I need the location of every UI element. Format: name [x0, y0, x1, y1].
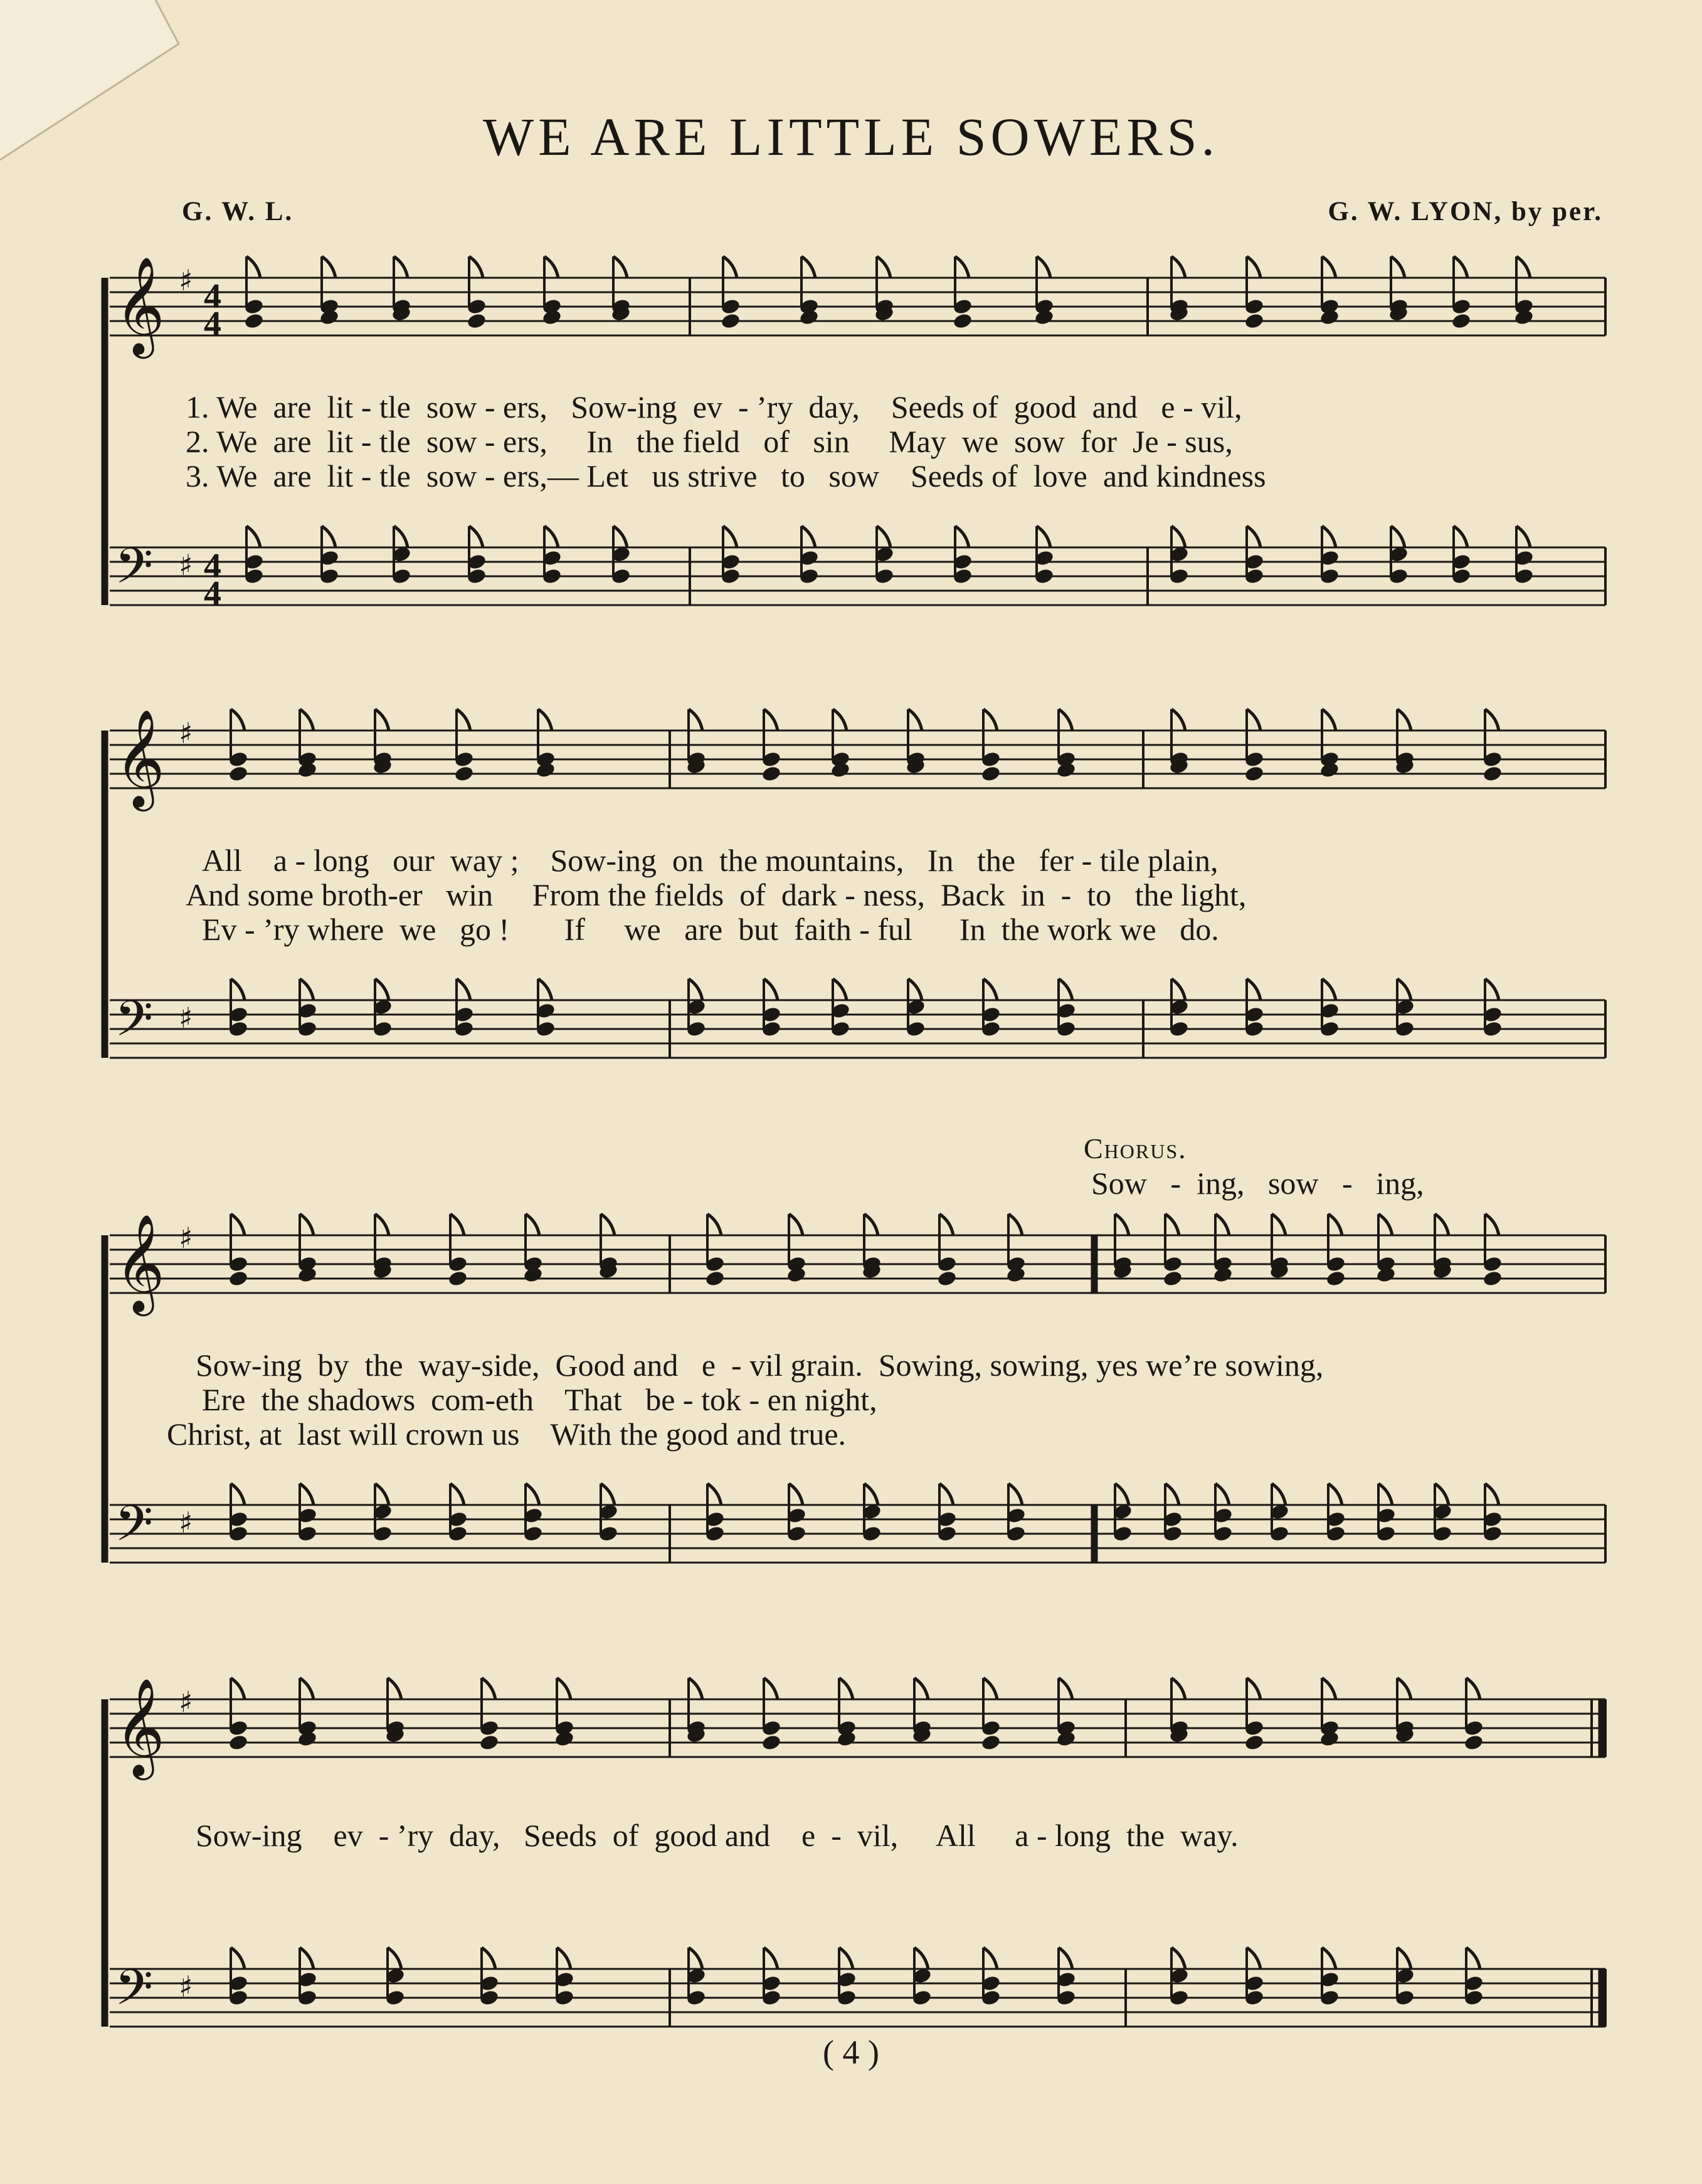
lyric-verse-3: Ev - ’ry where we go ! If we are but faith - ful In the work we do. [202, 912, 1219, 947]
note-flag [375, 1214, 389, 1235]
note-flag [1247, 256, 1261, 278]
note-flag [375, 979, 389, 1000]
note-flag [877, 526, 891, 547]
bass-clef: 𝄢 [115, 1960, 154, 2028]
note-head [447, 1270, 468, 1287]
note-flag [469, 256, 483, 278]
note-head [1244, 1734, 1264, 1751]
note-flag [557, 1948, 571, 1969]
note-flag [375, 709, 389, 731]
lyricist-credit: G. W. L. [182, 197, 294, 226]
note-flag [322, 256, 336, 278]
note-flag [908, 979, 922, 1000]
lyric-verse-2: And some broth-er win From the fields of dark - ness, Back in - to the light, [186, 877, 1247, 912]
note-flag [1322, 526, 1336, 547]
note-head [1451, 312, 1471, 330]
note-flag [1171, 526, 1185, 547]
note-flag [1215, 1484, 1229, 1505]
note-flag [1247, 526, 1261, 547]
note-head [1463, 1734, 1484, 1751]
note-flag [601, 1484, 615, 1505]
note-flag [1454, 256, 1467, 278]
lyric-verse-1: Sow-ing by the way-side, Good and e - vil grain. Sowing, sowing, yes we’re sowing, [196, 1348, 1324, 1383]
note-flag [1059, 1948, 1072, 1969]
note-flag [801, 256, 815, 278]
note-flag [1485, 1484, 1499, 1505]
composer-credit: G. W. LYON, by per. [1328, 197, 1603, 226]
note-flag [1435, 1214, 1449, 1235]
note-flag [1397, 979, 1411, 1000]
note-flag [231, 1484, 245, 1505]
note-flag [231, 709, 245, 731]
note-flag [707, 1214, 721, 1235]
note-flag [764, 709, 778, 731]
note-head [228, 1734, 248, 1751]
note-flag [300, 709, 314, 731]
lyric-verse-3: Christ, at last will crown us With the good and true. [167, 1416, 847, 1452]
note-flag [1322, 1948, 1336, 1969]
key-sharp: ♯ [179, 263, 193, 297]
note-flag [1165, 1214, 1179, 1235]
note-flag [833, 979, 847, 1000]
note-flag [1466, 1678, 1480, 1699]
note-flag [300, 1214, 314, 1235]
note-flag [689, 1678, 702, 1699]
note-flag [388, 1948, 401, 1969]
note-flag [1322, 256, 1336, 278]
note-head [478, 1734, 499, 1751]
note-flag [1485, 979, 1499, 1000]
note-flag [526, 1214, 539, 1235]
note-flag [538, 709, 552, 731]
treble-clef: 𝄞 [115, 256, 165, 354]
note-flag [689, 979, 702, 1000]
note-flag [1391, 256, 1405, 278]
note-flag [789, 1484, 803, 1505]
chorus-label: Chorus. [1084, 1132, 1187, 1164]
note-head [228, 1270, 248, 1287]
note-flag [914, 1678, 928, 1699]
note-flag [1008, 1484, 1022, 1505]
note-head [980, 765, 1001, 783]
note-head [936, 1270, 957, 1287]
note-head [980, 1734, 1001, 1751]
note-flag [1165, 1484, 1179, 1505]
note-flag [723, 256, 737, 278]
note-head [720, 312, 741, 330]
note-flag [877, 256, 891, 278]
note-flag [983, 979, 997, 1000]
note-flag [557, 1678, 571, 1699]
note-flag [231, 979, 245, 1000]
lyric-verse-1: 1. We are lit - tle sow - ers, Sow-ing ev - ’ry day, Seeds of good and e - vil, [186, 389, 1242, 425]
key-sharp: ♯ [179, 548, 193, 582]
note-flag [707, 1484, 721, 1505]
note-flag [394, 256, 408, 278]
note-flag [833, 709, 847, 731]
note-flag [538, 979, 552, 1000]
note-head [1244, 312, 1264, 330]
note-flag [526, 1484, 539, 1505]
note-flag [1215, 1214, 1229, 1235]
note-head [1325, 1270, 1346, 1287]
note-flag [1247, 1678, 1261, 1699]
note-flag [1322, 1678, 1336, 1699]
note-flag [983, 1678, 997, 1699]
note-flag [764, 1948, 778, 1969]
note-flag [1397, 709, 1411, 731]
note-flag [1322, 709, 1336, 731]
note-flag [1485, 1214, 1499, 1235]
time-signature-bottom: 4 [204, 574, 221, 613]
note-flag [300, 1484, 314, 1505]
note-flag [300, 1948, 314, 1969]
treble-clef: 𝄞 [115, 1213, 165, 1312]
lyric-verse-2: Ere the shadows com-eth That be - tok - en night, [202, 1382, 877, 1417]
note-flag [764, 979, 778, 1000]
note-flag [1115, 1214, 1129, 1235]
note-flag [764, 1678, 778, 1699]
note-head [761, 1734, 781, 1751]
note-flag [1391, 526, 1405, 547]
note-flag [1059, 709, 1072, 731]
key-sharp: ♯ [179, 1970, 193, 2003]
note-flag [388, 1678, 401, 1699]
note-flag [839, 1678, 853, 1699]
note-flag [939, 1214, 953, 1235]
time-signature-top: 4 [204, 547, 221, 586]
page-title: WE ARE LITTLE SOWERS. [482, 107, 1220, 167]
note-flag [955, 256, 969, 278]
note-flag [1328, 1214, 1342, 1235]
note-head [761, 765, 781, 783]
note-flag [450, 1484, 464, 1505]
note-flag [1008, 1214, 1022, 1235]
note-flag [1037, 526, 1050, 547]
note-flag [1171, 709, 1185, 731]
note-head [1482, 765, 1503, 783]
note-flag [231, 1214, 245, 1235]
note-flag [723, 526, 737, 547]
note-flag [231, 1948, 245, 1969]
bass-clef: 𝄢 [115, 1496, 154, 1564]
note-flag [544, 256, 558, 278]
note-head [1482, 1270, 1503, 1287]
note-flag [1378, 1214, 1392, 1235]
note-flag [1397, 1678, 1411, 1699]
key-sharp: ♯ [179, 716, 193, 750]
key-sharp: ♯ [179, 1685, 193, 1719]
note-flag [613, 256, 627, 278]
note-flag [613, 526, 627, 547]
note-flag [300, 1678, 314, 1699]
note-flag [1171, 979, 1185, 1000]
note-flag [1466, 1948, 1480, 1969]
bass-clef: 𝄢 [115, 991, 154, 1060]
note-flag [1516, 256, 1530, 278]
lyric-line: Sow-ing ev - ’ry day, Seeds of good and e - vil, All a - long the way. [196, 1818, 1239, 1853]
note-flag [457, 979, 470, 1000]
note-flag [246, 256, 260, 278]
note-flag [1516, 526, 1530, 547]
note-head [466, 312, 487, 330]
note-flag [300, 979, 314, 1000]
note-flag [1322, 979, 1336, 1000]
note-flag [450, 1214, 464, 1235]
time-signature-bottom: 4 [204, 305, 221, 344]
note-head [453, 765, 474, 783]
note-flag [1171, 256, 1185, 278]
note-flag [1037, 256, 1050, 278]
note-flag [1435, 1484, 1449, 1505]
bass-clef: 𝄢 [115, 538, 154, 607]
note-flag [482, 1948, 495, 1969]
note-flag [864, 1484, 878, 1505]
note-flag [839, 1948, 853, 1969]
note-flag [1115, 1484, 1129, 1505]
note-flag [689, 709, 702, 731]
note-flag [1485, 709, 1499, 731]
chorus-words: Sow - ing, sow - ing, [1091, 1166, 1424, 1201]
lyric-verse-2: 2. We are lit - tle sow - ers, In the field of sin May we sow for Je - sus, [186, 424, 1233, 459]
time-signature-top: 4 [204, 277, 221, 316]
note-flag [864, 1214, 878, 1235]
note-flag [955, 526, 969, 547]
note-flag [1171, 1948, 1185, 1969]
note-flag [601, 1214, 615, 1235]
note-flag [1454, 526, 1467, 547]
note-flag [1328, 1484, 1342, 1505]
note-flag [544, 526, 558, 547]
note-flag [908, 709, 922, 731]
note-head [1244, 765, 1264, 783]
note-flag [789, 1214, 803, 1235]
note-flag [983, 709, 997, 731]
note-flag [1059, 1678, 1072, 1699]
note-flag [322, 526, 336, 547]
note-flag [482, 1678, 495, 1699]
note-head [1162, 1270, 1183, 1287]
treble-clef: 𝄞 [115, 709, 165, 807]
note-flag [1171, 1678, 1185, 1699]
lyric-verse-3: 3. We are lit - tle sow - ers,— Let us strive to sow Seeds of love and kindness [186, 458, 1266, 493]
key-sharp: ♯ [179, 1506, 193, 1539]
lyric-verse-1: All a - long our way ; Sow-ing on the mountains, In the fer - tile plain, [202, 843, 1218, 878]
note-flag [394, 526, 408, 547]
note-flag [1247, 709, 1261, 731]
note-head [228, 765, 248, 783]
note-flag [1059, 979, 1072, 1000]
note-flag [1397, 1948, 1411, 1969]
note-flag [457, 709, 470, 731]
note-flag [801, 526, 815, 547]
note-flag [939, 1484, 953, 1505]
note-flag [914, 1948, 928, 1969]
note-flag [1247, 979, 1261, 1000]
note-head [952, 312, 973, 330]
key-sharp: ♯ [179, 1001, 193, 1035]
key-sharp: ♯ [179, 1221, 193, 1255]
note-flag [1272, 1484, 1286, 1505]
page-number: ( 4 ) [823, 2034, 879, 2071]
note-flag [375, 1484, 389, 1505]
note-head [243, 312, 264, 330]
note-flag [246, 526, 260, 547]
note-flag [469, 526, 483, 547]
note-flag [231, 1678, 245, 1699]
note-flag [1272, 1214, 1286, 1235]
note-flag [1378, 1484, 1392, 1505]
note-flag [983, 1948, 997, 1969]
note-flag [1247, 1948, 1261, 1969]
note-head [704, 1270, 725, 1287]
treble-clef: 𝄞 [115, 1677, 165, 1776]
note-flag [689, 1948, 702, 1969]
